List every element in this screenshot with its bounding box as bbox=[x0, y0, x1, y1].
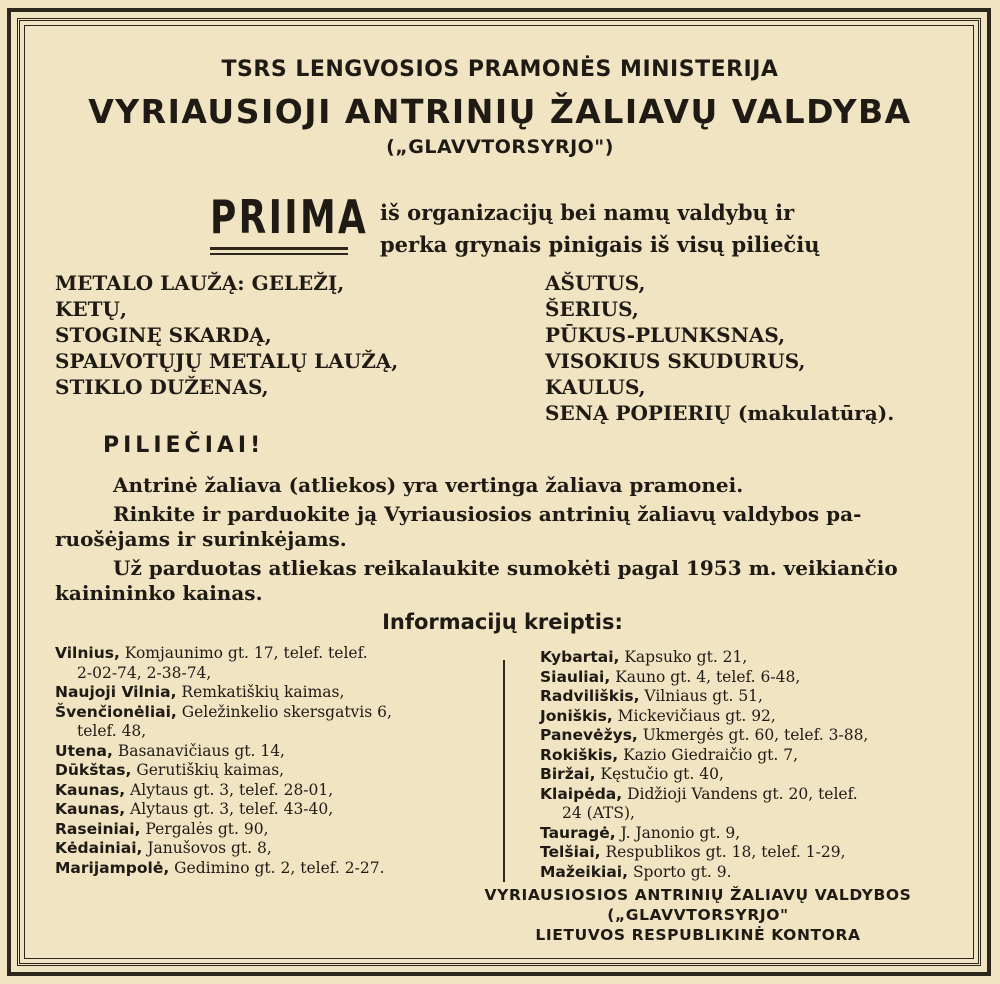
board-abbreviation: („GLAVVTORSYRJO") bbox=[386, 136, 614, 158]
city-name: Kaunas, bbox=[55, 780, 126, 799]
address-text: 2-02-74, 2-38-74, bbox=[77, 663, 212, 682]
address-text: Geležinkelio skersgatvis 6, bbox=[176, 702, 392, 721]
board-heading: VYRIAUSIOJI ANTRINIŲ ŽALIAVŲ VALDYBA bbox=[88, 92, 912, 131]
address-text: Gerutiškių kaimas, bbox=[131, 761, 285, 779]
address-entry bbox=[540, 863, 868, 883]
address-text: J. Janonio gt. 9, bbox=[615, 823, 741, 842]
city-name: Marijampolė, bbox=[55, 858, 170, 877]
city-name: Kėdainiai, bbox=[55, 839, 143, 857]
address-entry bbox=[55, 683, 392, 703]
appeal-paragraph-2a: Rinkite ir parduokite ją Vyriausiosios antrinių žaliavų valdybos pa- bbox=[113, 502, 862, 526]
address-text: Gedimino gt. 2, telef. 2-27. bbox=[169, 858, 385, 877]
city-name: Kaunas, bbox=[55, 800, 126, 818]
address-entry bbox=[55, 703, 392, 723]
address-list-left bbox=[55, 644, 392, 878]
address-text: 24 (ATS), bbox=[562, 804, 635, 822]
city-name: Siauliai, bbox=[540, 667, 611, 686]
address-entry bbox=[540, 726, 868, 746]
city-name: Panevėžys, bbox=[540, 726, 638, 744]
appeal-title: PILIEČIAI! bbox=[103, 433, 265, 458]
appeal-paragraph-1: Antrinė žaliava (atliekos) yra vertinga žaliava pramonei. bbox=[113, 473, 744, 497]
address-entry bbox=[55, 644, 392, 664]
address-text: Sporto gt. 9. bbox=[628, 862, 732, 881]
appeal-paragraph-3b: kainininko kainas. bbox=[55, 581, 263, 605]
address-text: Kauno gt. 4, telef. 6-48, bbox=[610, 667, 801, 686]
address-text: Pergalės gt. 90, bbox=[140, 819, 269, 838]
address-entry bbox=[540, 687, 868, 707]
priima-line-2: perka grynais pinigais iš visų piliečių bbox=[380, 232, 820, 257]
city-name: Joniškis, bbox=[540, 706, 613, 725]
city-name: Rokiškis, bbox=[540, 745, 619, 764]
address-text: Remkatiškių kaimas, bbox=[176, 683, 345, 701]
address-text: Janušovos gt. 8, bbox=[142, 839, 272, 857]
address-entry bbox=[540, 804, 868, 824]
footer-line-3: LIETUVOS RESPUBLIKINĖ KONTORA bbox=[535, 926, 861, 944]
address-entry bbox=[55, 800, 392, 820]
address-entry bbox=[540, 785, 868, 805]
priima-underline bbox=[210, 247, 348, 250]
city-name: Klaipėda, bbox=[540, 784, 623, 803]
city-name: Naujoji Vilnia, bbox=[55, 683, 177, 701]
address-entry bbox=[55, 742, 392, 762]
address-entry bbox=[540, 707, 868, 727]
address-entry bbox=[55, 859, 392, 879]
column-divider bbox=[503, 660, 505, 882]
address-text: Komjaunimo gt. 17, telef. telef. bbox=[119, 644, 368, 662]
city-name: Raseiniai, bbox=[55, 819, 141, 838]
address-entry bbox=[55, 839, 392, 859]
address-text: telef. 48, bbox=[77, 722, 147, 740]
address-entry bbox=[540, 648, 868, 668]
address-entry bbox=[55, 664, 392, 684]
city-name: Tauragė, bbox=[540, 823, 616, 842]
city-name: Mažeikiai, bbox=[540, 862, 629, 881]
city-name: Vilnius, bbox=[55, 644, 120, 662]
address-text: Respublikos gt. 18, telef. 1-29, bbox=[600, 843, 846, 861]
goods-item: STIKLO DUŽENAS, bbox=[55, 375, 269, 399]
city-name: Utena, bbox=[55, 741, 113, 760]
address-entry bbox=[55, 761, 392, 781]
address-list-right bbox=[540, 648, 868, 882]
goods-right-column bbox=[545, 270, 894, 426]
priima-line-1: iš organizacijų bei namų valdybų ir bbox=[380, 200, 795, 225]
goods-item: KAULUS, bbox=[545, 375, 646, 399]
address-entry bbox=[540, 668, 868, 688]
priima-underline-second bbox=[210, 253, 348, 255]
city-name: Švenčionėliai, bbox=[55, 702, 177, 721]
goods-item: AŠUTUS, bbox=[545, 271, 646, 295]
goods-item: PŪKUS-PLUNKSNAS, bbox=[545, 323, 786, 347]
city-name: Dūkštas, bbox=[55, 761, 132, 779]
ministry-heading: TSRS LENGVOSIOS PRAMONĖS MINISTERIJA bbox=[221, 57, 779, 82]
goods-item: KETŲ, bbox=[55, 297, 127, 321]
address-entry bbox=[55, 820, 392, 840]
appeal-paragraph-2b: ruošėjams ir surinkėjams. bbox=[55, 527, 347, 551]
footer-line-2: („GLAVVTORSYRJO" bbox=[607, 906, 789, 924]
city-name: Radviliškis, bbox=[540, 687, 640, 705]
address-text: Basanavičiaus gt. 14, bbox=[112, 741, 285, 760]
city-name: Biržai, bbox=[540, 765, 596, 783]
footer-line-1: VYRIAUSIOSIOS ANTRINIŲ ŽALIAVŲ VALDYBOS bbox=[484, 886, 912, 904]
address-entry bbox=[540, 746, 868, 766]
address-text: Didžioji Vandens gt. 20, telef. bbox=[622, 784, 858, 803]
address-text: Alytaus gt. 3, telef. 43-40, bbox=[125, 800, 334, 818]
goods-item: VISOKIUS SKUDURUS, bbox=[545, 349, 806, 373]
city-name: Kybartai, bbox=[540, 648, 620, 666]
goods-item: METALO LAUŽĄ: GELEŽĮ, bbox=[55, 271, 345, 295]
appeal-paragraph-3a: Už parduotas atliekas reikalaukite sumokėti pagal 1953 m. veikiančio bbox=[113, 556, 898, 580]
address-entry bbox=[540, 765, 868, 785]
address-text: Vilniaus gt. 51, bbox=[639, 687, 763, 705]
address-text: Alytaus gt. 3, telef. 28-01, bbox=[125, 780, 334, 799]
address-text: Kazio Giedraičio gt. 7, bbox=[618, 745, 799, 764]
address-text: Kapsuko gt. 21, bbox=[619, 648, 748, 666]
address-entry bbox=[540, 824, 868, 844]
address-entry bbox=[55, 722, 392, 742]
address-text: Ukmergės gt. 60, telef. 3-88, bbox=[637, 726, 869, 744]
address-text: Kęstučio gt. 40, bbox=[595, 765, 724, 783]
goods-left-column bbox=[55, 270, 398, 400]
info-title: Informacijų kreiptis: bbox=[382, 610, 623, 634]
address-entry bbox=[540, 843, 868, 863]
goods-item: STOGINĘ SKARDĄ, bbox=[55, 323, 272, 347]
goods-item: SENĄ POPIERIŲ (makulatūrą). bbox=[545, 401, 895, 425]
city-name: Telšiai, bbox=[540, 843, 601, 861]
address-text: Mickevičiaus gt. 92, bbox=[612, 706, 776, 725]
address-entry bbox=[55, 781, 392, 801]
priima-word: PRIIMA bbox=[210, 190, 369, 244]
goods-item: SPALVOTŲJŲ METALŲ LAUŽĄ, bbox=[55, 349, 399, 373]
goods-item: ŠERIUS, bbox=[545, 297, 639, 321]
